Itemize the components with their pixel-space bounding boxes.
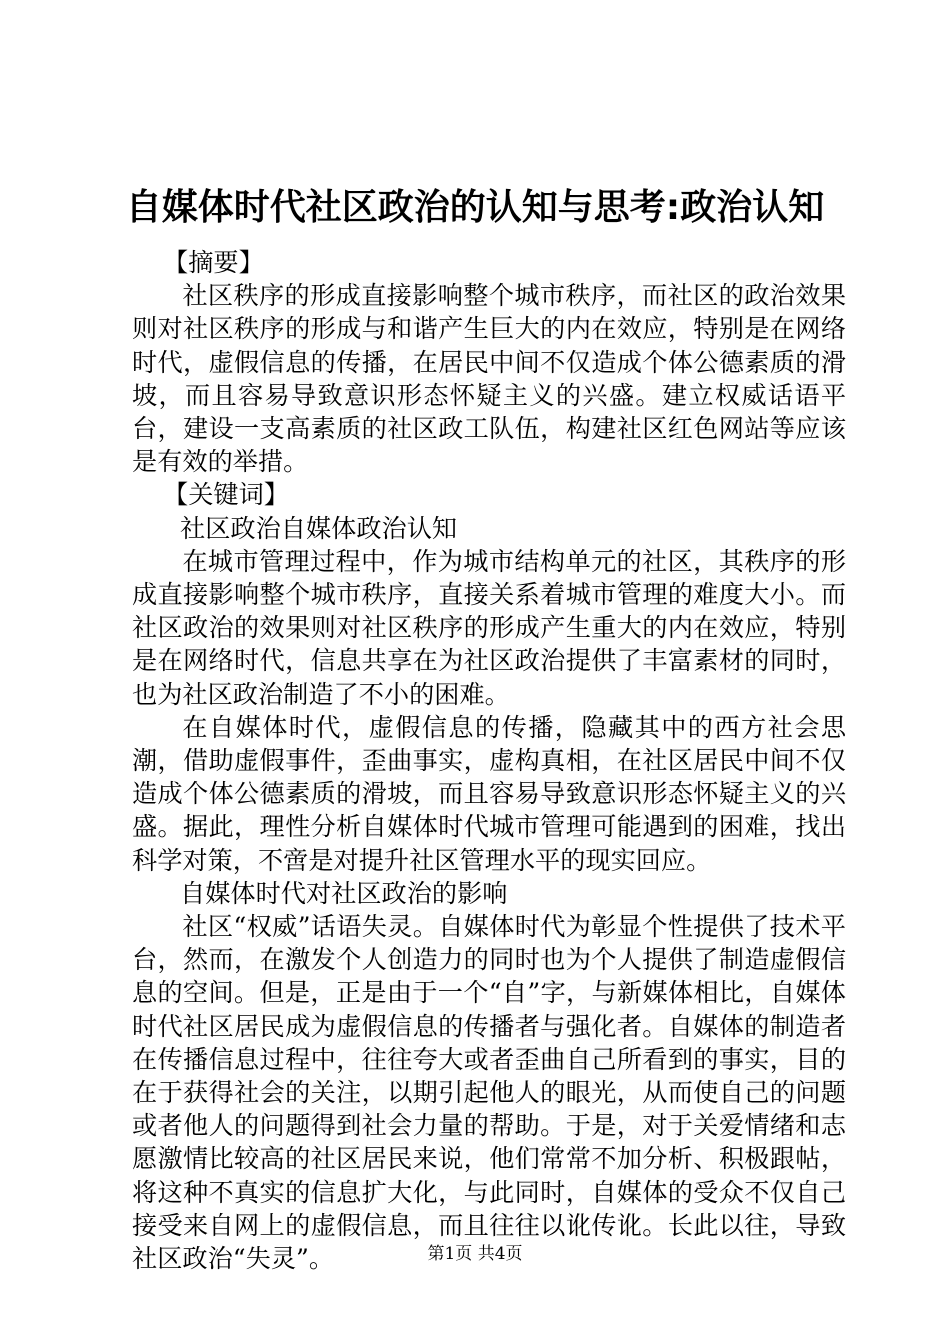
keywords-text: 社区政治自媒体政治认知 [180, 513, 458, 543]
body-paragraph: 在自媒体时代，虚假信息的传播，隐藏其中的西方社会思潮，借助虚假事件，歪曲事实，虚构真相，在社区居民中间不仅造成个体公德素质的滑坡，而且容易导致意识形态怀疑主义的兴盛。据此，理性分析自媒体时代城市管理可能遇到的困难，找出科学对策，不啻是对提升社区管理水平的现实回应。 [132, 712, 846, 875]
body-paragraph: 在城市管理过程中，作为城市结构单元的社区，其秩序的形成直接影响整个城市秩序，直接关系着城市管理的难度大小。而社区政治的效果则对社区秩序的形成产生重大的内在效应，特别是在网络时代，信息共享在为社区政治提供了丰富素材的同时，也为社区政治制造了不小的困难。 [132, 546, 846, 709]
page-footer: 第1页 共4页 [427, 1244, 523, 1264]
keywords-label: 【关键词】 [163, 480, 289, 510]
abstract-paragraph: 社区秩序的形成直接影响整个城市秩序，而社区的政治效果则对社区秩序的形成与和谐产生巨大的内在效应，特别是在网络时代，虚假信息的传播，在居民中间不仅造成个体公德素质的滑坡，而且容易导致意识形态怀疑主义的兴盛。建立权威话语平台，建设一支高素质的社区政工队伍，构建社区红色网站等应该是有效的举措。 [132, 281, 846, 477]
abstract-label: 【摘要】 [163, 248, 264, 277]
section-paragraph: 社区“权威”话语失灵。自媒体时代为彰显个性提供了技术平台，然而，在激发个人创造力的同时也为个人提供了制造虚假信息的空间。但是，正是由于一个“自”字，与新媒体相比，自媒体时代社区居民成为虚假信息的传播者与强化者。自媒体的制造者在传播信息过程中，往往夸大或者歪曲自己所看到的事实，目的在于获得社会的关注，以期引起他人的眼光，从而使自己的问题或者他人的问题得到社会力量的帮助。于是，对于关爱情绪和志愿激情比较高的社区居民来说，他们常常不加分析、积极跟帖，将这种不真实的信息扩大化，与此同时，自媒体的受众不仅自己接受来自网上的虚假信息，而且往往以讹传讹。长此以往，导致社区政治“失灵”。 [132, 912, 846, 1274]
document-body [132, 246, 846, 1275]
document-title: 自媒体时代社区政治的认知与思考:政治认知 [125, 187, 825, 228]
section-heading: 自媒体时代对社区政治的影响 [180, 878, 508, 908]
